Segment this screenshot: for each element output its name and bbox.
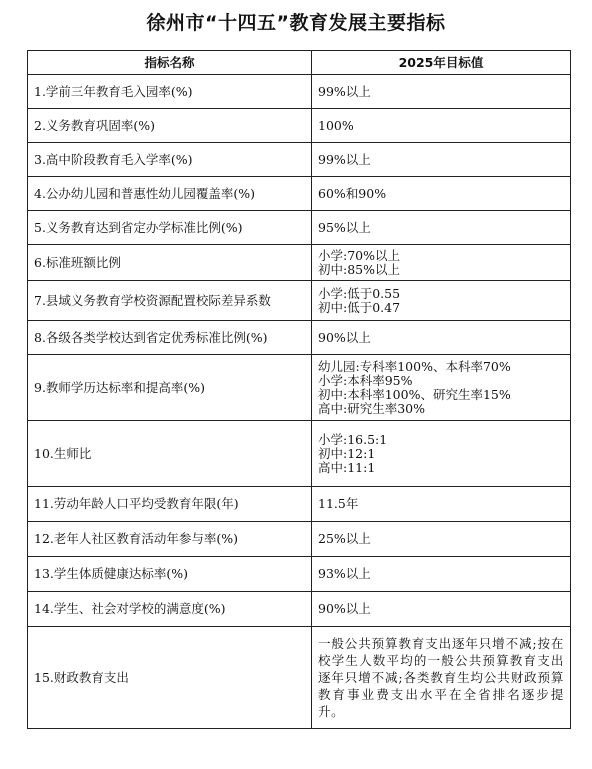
indicators-table — [27, 50, 571, 729]
table-row — [28, 281, 571, 321]
table-row — [28, 245, 571, 281]
table-row — [28, 321, 571, 355]
target-value: 95%以上 — [312, 211, 571, 245]
indicator-name: 10.生师比 — [28, 421, 312, 487]
indicator-name: 6.标准班额比例 — [28, 245, 312, 281]
target-value: 小学:低于0.55 初中:低于0.47 — [312, 281, 571, 321]
target-value: 93%以上 — [312, 557, 571, 592]
target-value: 小学:70%以上 初中:85%以上 — [312, 245, 571, 281]
target-value: 一般公共预算教育支出逐年只增不减;按在校学生人数平均的一般公共预算教育支出逐年只增不减;各类教育生均公共财政预算教育事业费支出水平在全省排名逐步提升。 — [312, 627, 571, 729]
target-value: 100% — [312, 109, 571, 143]
table-row — [28, 143, 571, 177]
indicator-name: 9.教师学历达标率和提高率(%) — [28, 355, 312, 421]
page-title: 徐州市“十四五”教育发展主要指标 — [146, 12, 446, 34]
indicator-name: 5.义务教育达到省定办学标准比例(%) — [28, 211, 312, 245]
target-value: 90%以上 — [312, 592, 571, 627]
target-value: 99%以上 — [312, 75, 571, 109]
target-value: 60%和90% — [312, 177, 571, 211]
indicator-name: 7.县域义务教育学校资源配置校际差异系数 — [28, 281, 312, 321]
table-row — [28, 421, 571, 487]
table-row — [28, 177, 571, 211]
target-value: 90%以上 — [312, 321, 571, 355]
table-row — [28, 109, 571, 143]
indicator-name: 4.公办幼儿园和普惠性幼儿园覆盖率(%) — [28, 177, 312, 211]
table-header-row — [28, 51, 571, 75]
target-value: 25%以上 — [312, 522, 571, 557]
indicator-name: 11.劳动年龄人口平均受教育年限(年) — [28, 487, 312, 522]
target-value: 11.5年 — [312, 487, 571, 522]
indicator-name: 14.学生、社会对学校的满意度(%) — [28, 592, 312, 627]
indicator-name: 12.老年人社区教育活动年参与率(%) — [28, 522, 312, 557]
header-target-value: 2025年目标值 — [312, 51, 571, 75]
table-row — [28, 627, 571, 729]
table-row — [28, 355, 571, 421]
table-row — [28, 487, 571, 522]
target-value: 99%以上 — [312, 143, 571, 177]
indicator-name: 2.义务教育巩固率(%) — [28, 109, 312, 143]
indicator-name: 8.各级各类学校达到省定优秀标准比例(%) — [28, 321, 312, 355]
target-value: 幼儿园:专科率100%、本科率70% 小学:本科率95% 初中:本科率100%、研究生率15% 高中:研究生率30% — [312, 355, 571, 421]
table-row — [28, 557, 571, 592]
table-row — [28, 75, 571, 109]
target-value: 小学:16.5:1 初中:12:1 高中:11:1 — [312, 421, 571, 487]
indicator-name: 1.学前三年教育毛入园率(%) — [28, 75, 312, 109]
indicator-name: 3.高中阶段教育毛入学率(%) — [28, 143, 312, 177]
table-row — [28, 522, 571, 557]
indicator-name: 13.学生体质健康达标率(%) — [28, 557, 312, 592]
table-row — [28, 211, 571, 245]
indicator-name: 15.财政教育支出 — [28, 627, 312, 729]
table-row — [28, 592, 571, 627]
header-indicator-name: 指标名称 — [28, 51, 312, 75]
